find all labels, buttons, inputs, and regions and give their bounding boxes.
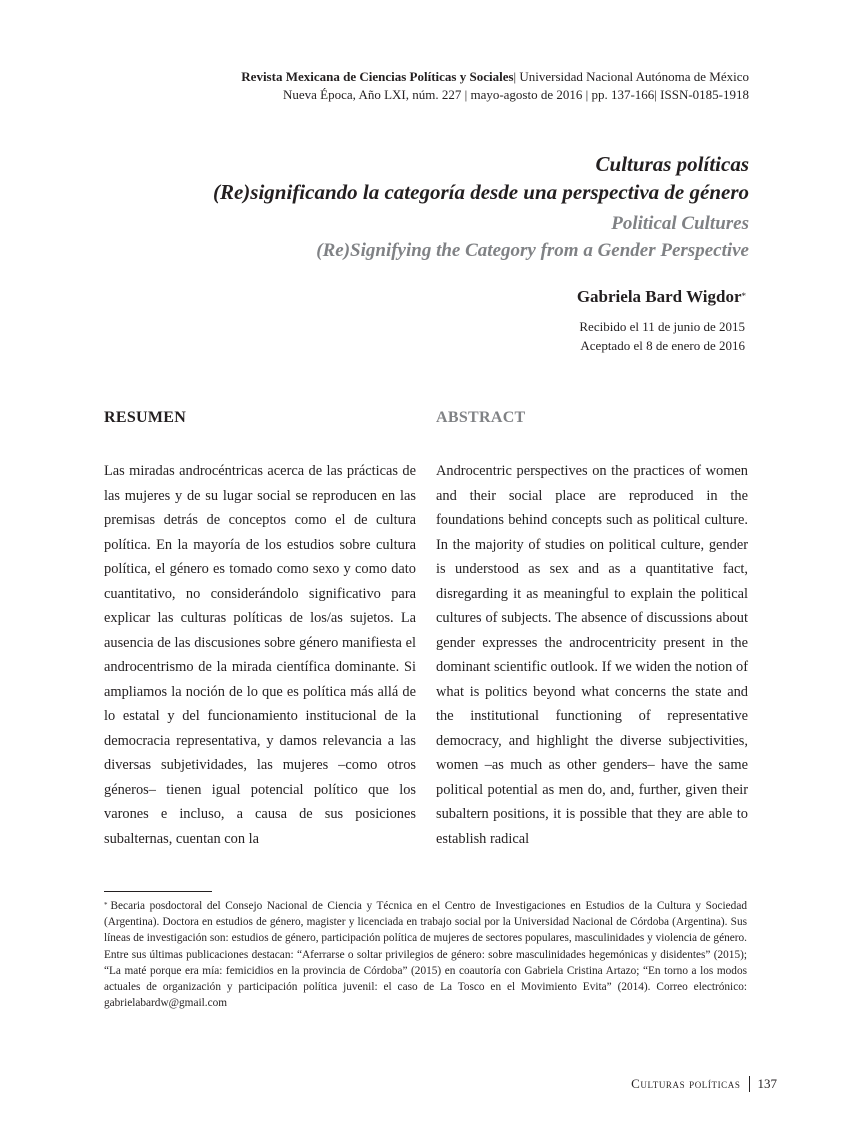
running-head: Culturas políticas [631,1076,741,1091]
page-number: 137 [757,1076,777,1091]
spanish-title-line-1: Culturas políticas [595,152,749,176]
abstract-heading: ABSTRACT [436,409,526,426]
author [577,286,746,308]
abstract-column [436,407,748,851]
footnote-divider [104,891,212,892]
resumen-text: Las miradas androcéntricas acerca de las prácticas de las mujeres y de su lugar social se reproducen en las premisas detrás de conceptos como el de cultura política. En la mayoría de los estudios sobre cultura política, el género es tomado como sexo y como dato cuantitativo, no considerándolo significativo para explicar las culturas políticas de los/as sujetos. La ausencia de las discusiones sobre género manifiesta el androcentrismo de la mirada científica dominante. Si ampliamos la noción de lo que es política más allá de lo estatal y del funcionamiento institucional de la democracia representativa, y damos relevancia a las diversas subjetividades, las mujeres –como otros géneros– tienen igual potencial político que los varones e incluso, a causa de sus posiciones subalternas, cuentan con la [104,463,416,847]
journal-line [100,68,749,86]
journal-header [100,68,749,103]
spanish-title-line-2: (Re)significando la categoría desde una perspectiva de género [212,180,749,204]
accepted-date: Aceptado el 8 de enero de 2016 [580,338,745,353]
english-title [100,210,749,264]
title-block [100,150,749,264]
author-footnote-mark: * [741,291,746,301]
footer-divider [749,1076,750,1092]
journal-info: | Universidad Nacional Autónoma de México [513,69,749,84]
footnote-mark: * [104,901,108,909]
footnote [104,898,747,1011]
footnote-text: Becaria posdoctoral del Consejo Nacional de Ciencia y Técnica en el Centro de Investigaciones en Estudios de la Cultura y Sociedad (Argentina). Doctora en estudios de género, magister y licenciada en trabajo social por la Universidad Nacional de Córdoba (Argentina). Sus líneas de investigación son: estudios de género, participación política de mujeres de sectores populares, masculinidades y violencia de género. Entre sus últimas publicaciones destacan: “Aferrarse o soltar privilegios de género: sobre masculinidades hegemónicas y disidentes” (2015); “La maté porque era mía: femicidios en la provincia de Córdoba” (2015) en coautoría con Gabriela Cristina Artazo; “En torno a los modos actuales de organización y participación política juvenil: el caso de La Tosco en el Movimiento Evita” (2014). Correo electrónico: gabrielabardw@gmail.com [104,900,747,1010]
resumen-heading: RESUMEN [104,409,187,426]
running-footer [631,1074,777,1094]
issue-line: Nueva Época, Año LXI, núm. 227 | mayo-agosto de 2016 | pp. 137-166| ISSN-0185-1918 [283,86,749,102]
abstract-text: Androcentric perspectives on the practices of women and their social place are reproduced in the foundations behind concepts such as political culture. In the majority of studies on political culture, gender is understood as sex and as a quantitative fact, disregarding it as meaningful to explain the political cultures of subjects. The absence of discussions about gender expresses the androcentricity present in the dominant scientific outlook. If we widen the notion of what is politics beyond what concerns the state and the institutional functioning of representative democracy, and highlight the diverse subjectivities, women –as much as other genders– have the same political potential as men do, and, further, given their subaltern positions, it is possible that they are able to establish radical [436,463,748,847]
english-title-line-2: (Re)Signifying the Category from a Gender Perspective [316,240,749,261]
dates [579,317,745,355]
received-date: Recibido el 11 de junio de 2015 [579,319,745,334]
english-title-line-1: Political Cultures [611,213,749,234]
journal-name: Revista Mexicana de Ciencias Políticas y Sociales [241,69,514,84]
resumen-column [104,407,416,851]
author-name: Gabriela Bard Wigdor [576,287,742,306]
spanish-title [100,150,749,206]
